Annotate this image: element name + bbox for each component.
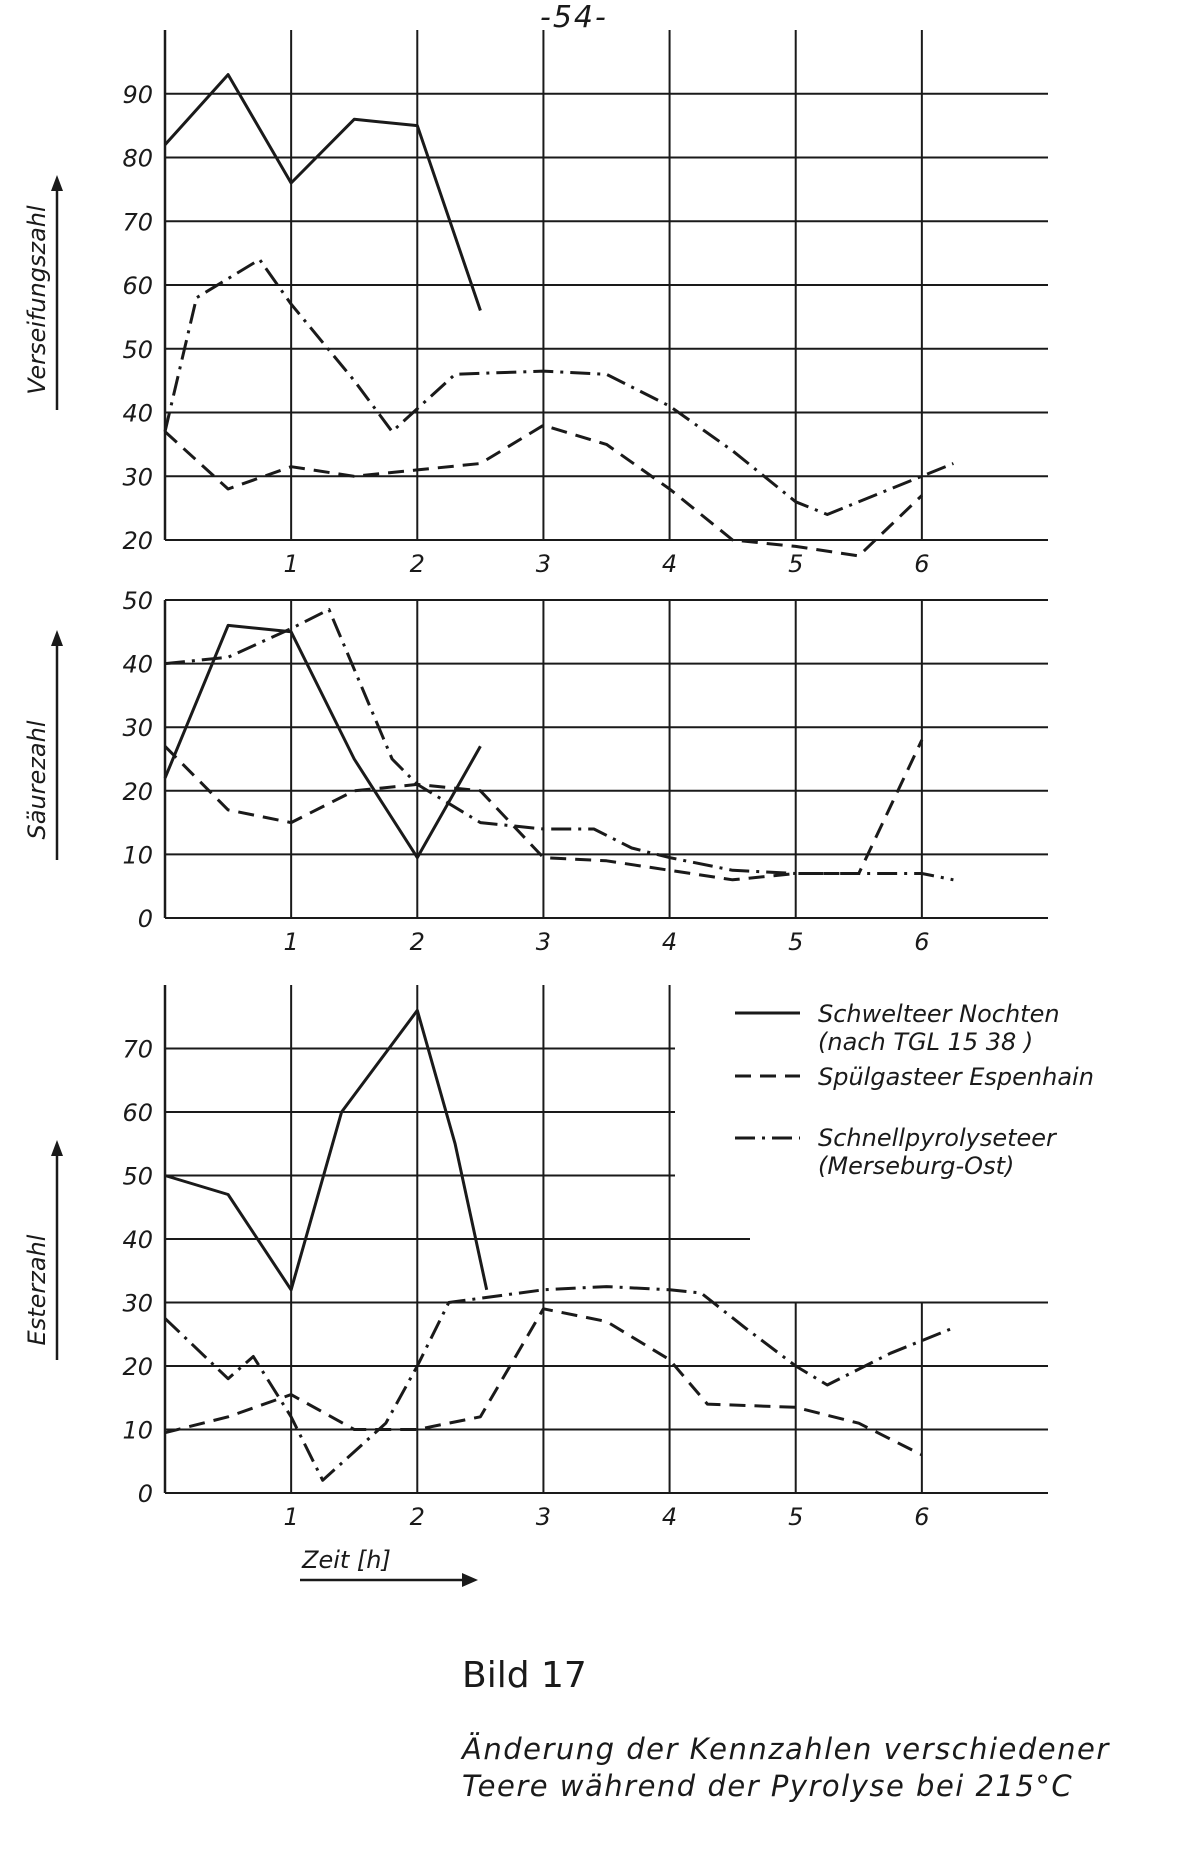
legend-label-spuelgasteer: Spülgasteer Espenhain xyxy=(818,1063,1094,1091)
x-axis-label: Zeit [h] xyxy=(302,1546,391,1574)
x-axis-arrow-head xyxy=(462,1573,478,1587)
figure-caption-line-2: Teere während der Pyrolyse bei 215°C xyxy=(462,1769,1074,1803)
y-tick-label: 0 xyxy=(137,1480,153,1508)
y-tick-label: 60 xyxy=(122,1099,153,1127)
page-number: -54- xyxy=(540,0,608,35)
x-tick-label: 6 xyxy=(914,1503,930,1531)
panel-saeurezahl xyxy=(23,587,1048,956)
y-tick-label: 70 xyxy=(122,1035,153,1064)
y-tick-label: 40 xyxy=(122,399,153,428)
y-axis-label-verseifungszahl: Verseifungszahl xyxy=(23,205,51,395)
figure-title: Bild 17 xyxy=(462,1655,587,1696)
legend-label-schwelteer-note: (nach TGL 15 38 ) xyxy=(818,1028,1034,1056)
series-line-solid xyxy=(165,1010,487,1289)
y-tick-label: 20 xyxy=(122,777,153,806)
y-tick-label: 30 xyxy=(122,714,153,743)
series-line-dashdot xyxy=(165,1287,953,1481)
y-tick-label: 20 xyxy=(122,1353,153,1381)
series-line-solid xyxy=(165,75,480,311)
y-tick-label: 90 xyxy=(122,80,153,109)
y-axis-arrow-head xyxy=(51,175,63,191)
x-tick-label: 1 xyxy=(283,928,299,956)
x-tick-label: 4 xyxy=(661,1503,678,1531)
legend-label-schnellpyrolyseteer: Schnellpyrolyseteer xyxy=(818,1124,1056,1152)
legend-label-schnellpyrolyseteer-note: (Merseburg-Ost) xyxy=(818,1152,1015,1180)
y-tick-label: 60 xyxy=(122,272,153,300)
panel-verseifungszahl xyxy=(23,30,1048,578)
y-tick-label: 50 xyxy=(122,335,153,364)
x-tick-label: 5 xyxy=(788,928,804,956)
y-axis-arrow-head xyxy=(51,630,63,646)
x-tick-label: 2 xyxy=(409,1503,425,1531)
y-axis-label-saeurezahl: Säurezahl xyxy=(23,720,51,840)
x-tick-label: 6 xyxy=(914,928,930,956)
y-tick-label: 20 xyxy=(122,527,153,555)
y-tick-label: 80 xyxy=(122,144,153,173)
x-tick-label: 5 xyxy=(788,1503,804,1531)
x-tick-label: 6 xyxy=(914,550,930,578)
series-line-dashdot xyxy=(165,610,953,880)
x-tick-label: 4 xyxy=(661,928,678,956)
figure-caption-line-1: Änderung der Kennzahlen verschiedener xyxy=(462,1732,1110,1766)
legend xyxy=(735,1000,1094,1180)
y-tick-label: 50 xyxy=(122,1162,153,1191)
y-tick-label: 40 xyxy=(122,650,153,679)
y-tick-label: 40 xyxy=(122,1226,153,1254)
y-tick-label: 10 xyxy=(122,841,153,870)
x-tick-label: 3 xyxy=(535,1503,552,1531)
legend-label-schwelteer: Schwelteer Nochten xyxy=(818,1000,1060,1028)
x-tick-label: 3 xyxy=(535,928,552,956)
y-tick-label: 30 xyxy=(122,463,153,492)
x-tick-label: 4 xyxy=(661,550,678,578)
y-tick-label: 0 xyxy=(137,905,153,933)
y-tick-label: 10 xyxy=(122,1416,153,1445)
x-tick-label: 2 xyxy=(409,550,425,578)
x-tick-label: 2 xyxy=(409,928,425,956)
y-tick-label: 50 xyxy=(122,587,153,615)
x-tick-label: 1 xyxy=(283,1503,299,1531)
y-tick-label: 70 xyxy=(122,208,153,237)
x-tick-label: 5 xyxy=(788,550,804,578)
y-axis-label-esterzahl: Esterzahl xyxy=(23,1234,51,1346)
y-axis-arrow-head xyxy=(51,1140,63,1156)
y-tick-label: 30 xyxy=(122,1289,153,1318)
x-tick-label: 1 xyxy=(283,550,299,578)
x-tick-label: 3 xyxy=(535,550,552,578)
